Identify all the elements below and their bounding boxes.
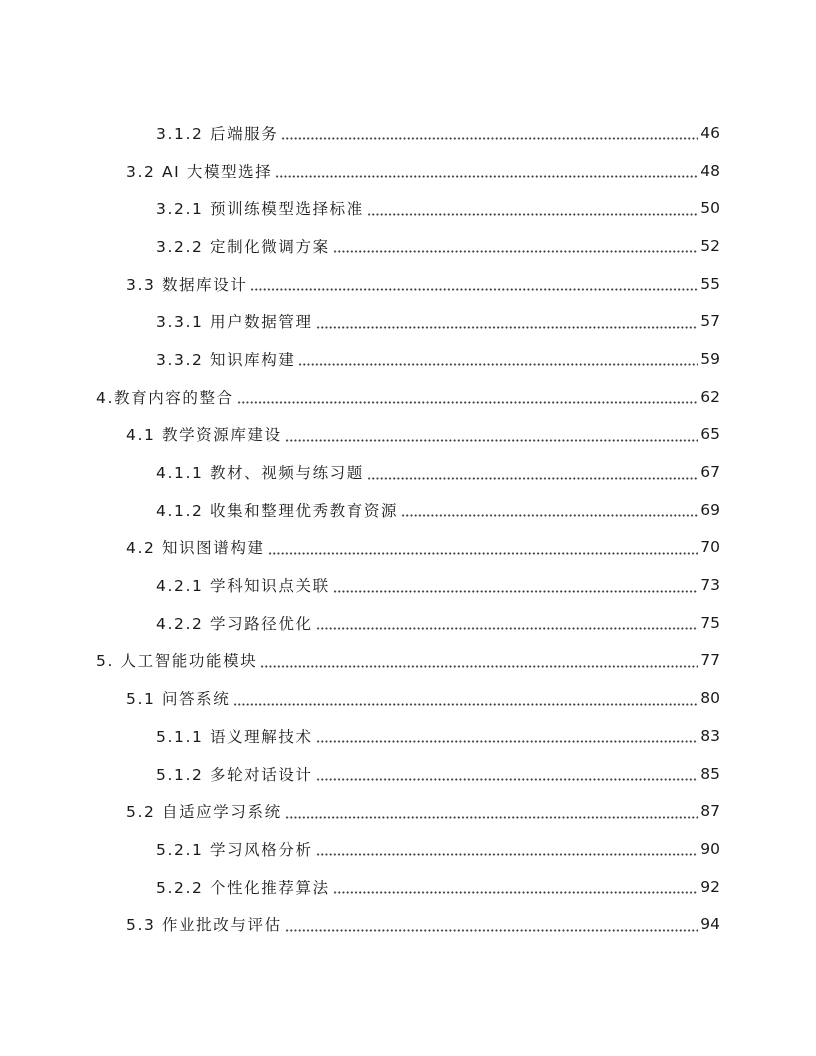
toc-entry-page: 57 <box>700 312 720 331</box>
dot-leader <box>275 175 698 178</box>
toc-entry-page: 73 <box>700 576 720 595</box>
dot-leader <box>316 740 699 743</box>
dot-leader <box>316 853 699 856</box>
toc-entry-page: 94 <box>700 915 720 934</box>
dot-leader <box>333 590 699 593</box>
toc-entry-title: 4.教育内容的整合 <box>96 388 234 407</box>
toc-entry[interactable] <box>0 114 816 152</box>
toc-entry[interactable] <box>0 566 816 604</box>
dot-leader <box>367 477 698 480</box>
toc-entry-page: 48 <box>700 161 720 180</box>
toc-entry-page: 69 <box>700 500 720 519</box>
dot-leader <box>237 401 699 404</box>
toc-entry-title: 3.3.2 知识库构建 <box>156 350 296 369</box>
toc-entry-title: 5.3 作业批改与评估 <box>126 916 282 935</box>
dot-leader <box>367 213 698 216</box>
toc-entry-page: 85 <box>700 764 720 783</box>
toc-entry[interactable] <box>0 302 816 340</box>
toc-entry-page: 80 <box>700 689 720 708</box>
toc-entry[interactable] <box>0 152 816 190</box>
toc-entry[interactable] <box>0 642 816 680</box>
dot-leader <box>316 778 699 781</box>
toc-entry-title: 3.2 AI 大模型选择 <box>126 162 273 181</box>
toc-entry-page: 50 <box>700 199 720 218</box>
toc-entry-page: 70 <box>700 538 720 557</box>
toc-entry[interactable] <box>0 453 816 491</box>
toc-entry[interactable] <box>0 491 816 529</box>
toc-entry-page: 87 <box>700 802 720 821</box>
toc-entry-page: 52 <box>700 236 720 255</box>
toc-entry-title: 5.2 自适应学习系统 <box>126 803 282 822</box>
toc-entry[interactable] <box>0 905 816 943</box>
toc-entry-page: 55 <box>700 274 720 293</box>
dot-leader <box>298 363 698 366</box>
toc-entry-page: 90 <box>700 839 720 858</box>
toc-entry[interactable] <box>0 416 816 454</box>
dot-leader <box>316 326 699 329</box>
dot-leader <box>233 703 698 706</box>
toc-entry-title: 4.2.1 学科知识点关联 <box>156 577 330 596</box>
toc-entry-title: 5.1 问答系统 <box>126 690 231 709</box>
dot-leader <box>316 627 699 630</box>
toc-entry-title: 5. 人工智能功能模块 <box>96 652 258 671</box>
toc-entry-page: 92 <box>700 877 720 896</box>
toc-entry-page: 62 <box>700 387 720 406</box>
toc-entry-title: 4.1.1 教材、视频与练习题 <box>156 464 364 483</box>
toc-entry-title: 4.1 教学资源库建设 <box>126 426 282 445</box>
dot-leader <box>333 891 699 894</box>
toc-entry[interactable] <box>0 189 816 227</box>
toc-entry-page: 83 <box>700 726 720 745</box>
toc-entry-page: 46 <box>700 123 720 142</box>
toc-entry-page: 65 <box>700 425 720 444</box>
toc-entry-title: 5.2.1 学习风格分析 <box>156 840 313 859</box>
dot-leader <box>268 552 699 555</box>
toc-entry[interactable] <box>0 755 816 793</box>
toc-entry[interactable] <box>0 227 816 265</box>
toc-entry-page: 67 <box>700 463 720 482</box>
toc-entry[interactable] <box>0 265 816 303</box>
toc-entry-title: 3.3.1 用户数据管理 <box>156 313 313 332</box>
dot-leader <box>285 929 699 932</box>
dot-leader <box>260 665 698 668</box>
dot-leader <box>401 514 698 517</box>
toc-entry[interactable] <box>0 830 816 868</box>
toc-entry[interactable] <box>0 340 816 378</box>
toc-entry[interactable] <box>0 529 816 567</box>
toc-entry-page: 75 <box>700 613 720 632</box>
toc-entry-title: 4.2.2 学习路径优化 <box>156 614 313 633</box>
toc-entry-title: 3.2.1 预训练模型选择标准 <box>156 200 364 219</box>
toc-entry[interactable] <box>0 378 816 416</box>
toc-entry[interactable] <box>0 604 816 642</box>
toc-entry-page: 77 <box>700 651 720 670</box>
toc-entry-title: 3.3 数据库设计 <box>126 275 248 294</box>
dot-leader <box>281 137 698 140</box>
toc-entry-title: 5.2.2 个性化推荐算法 <box>156 878 330 897</box>
toc-entry[interactable] <box>0 868 816 906</box>
dot-leader <box>285 439 699 442</box>
dot-leader <box>285 816 699 819</box>
dot-leader <box>333 250 699 253</box>
toc-entry-page: 59 <box>700 349 720 368</box>
toc-entry[interactable] <box>0 679 816 717</box>
toc-entry[interactable] <box>0 792 816 830</box>
toc-entry-title: 4.1.2 收集和整理优秀教育资源 <box>156 501 399 520</box>
toc-entry-title: 3.2.2 定制化微调方案 <box>156 237 330 256</box>
toc-entry-title: 4.2 知识图谱构建 <box>126 539 265 558</box>
toc-entry-title: 5.1.2 多轮对话设计 <box>156 765 313 784</box>
dot-leader <box>250 288 698 291</box>
toc-entry[interactable] <box>0 717 816 755</box>
table-of-contents <box>0 114 816 943</box>
toc-entry-title: 3.1.2 后端服务 <box>156 124 279 143</box>
toc-entry-title: 5.1.1 语义理解技术 <box>156 727 313 746</box>
